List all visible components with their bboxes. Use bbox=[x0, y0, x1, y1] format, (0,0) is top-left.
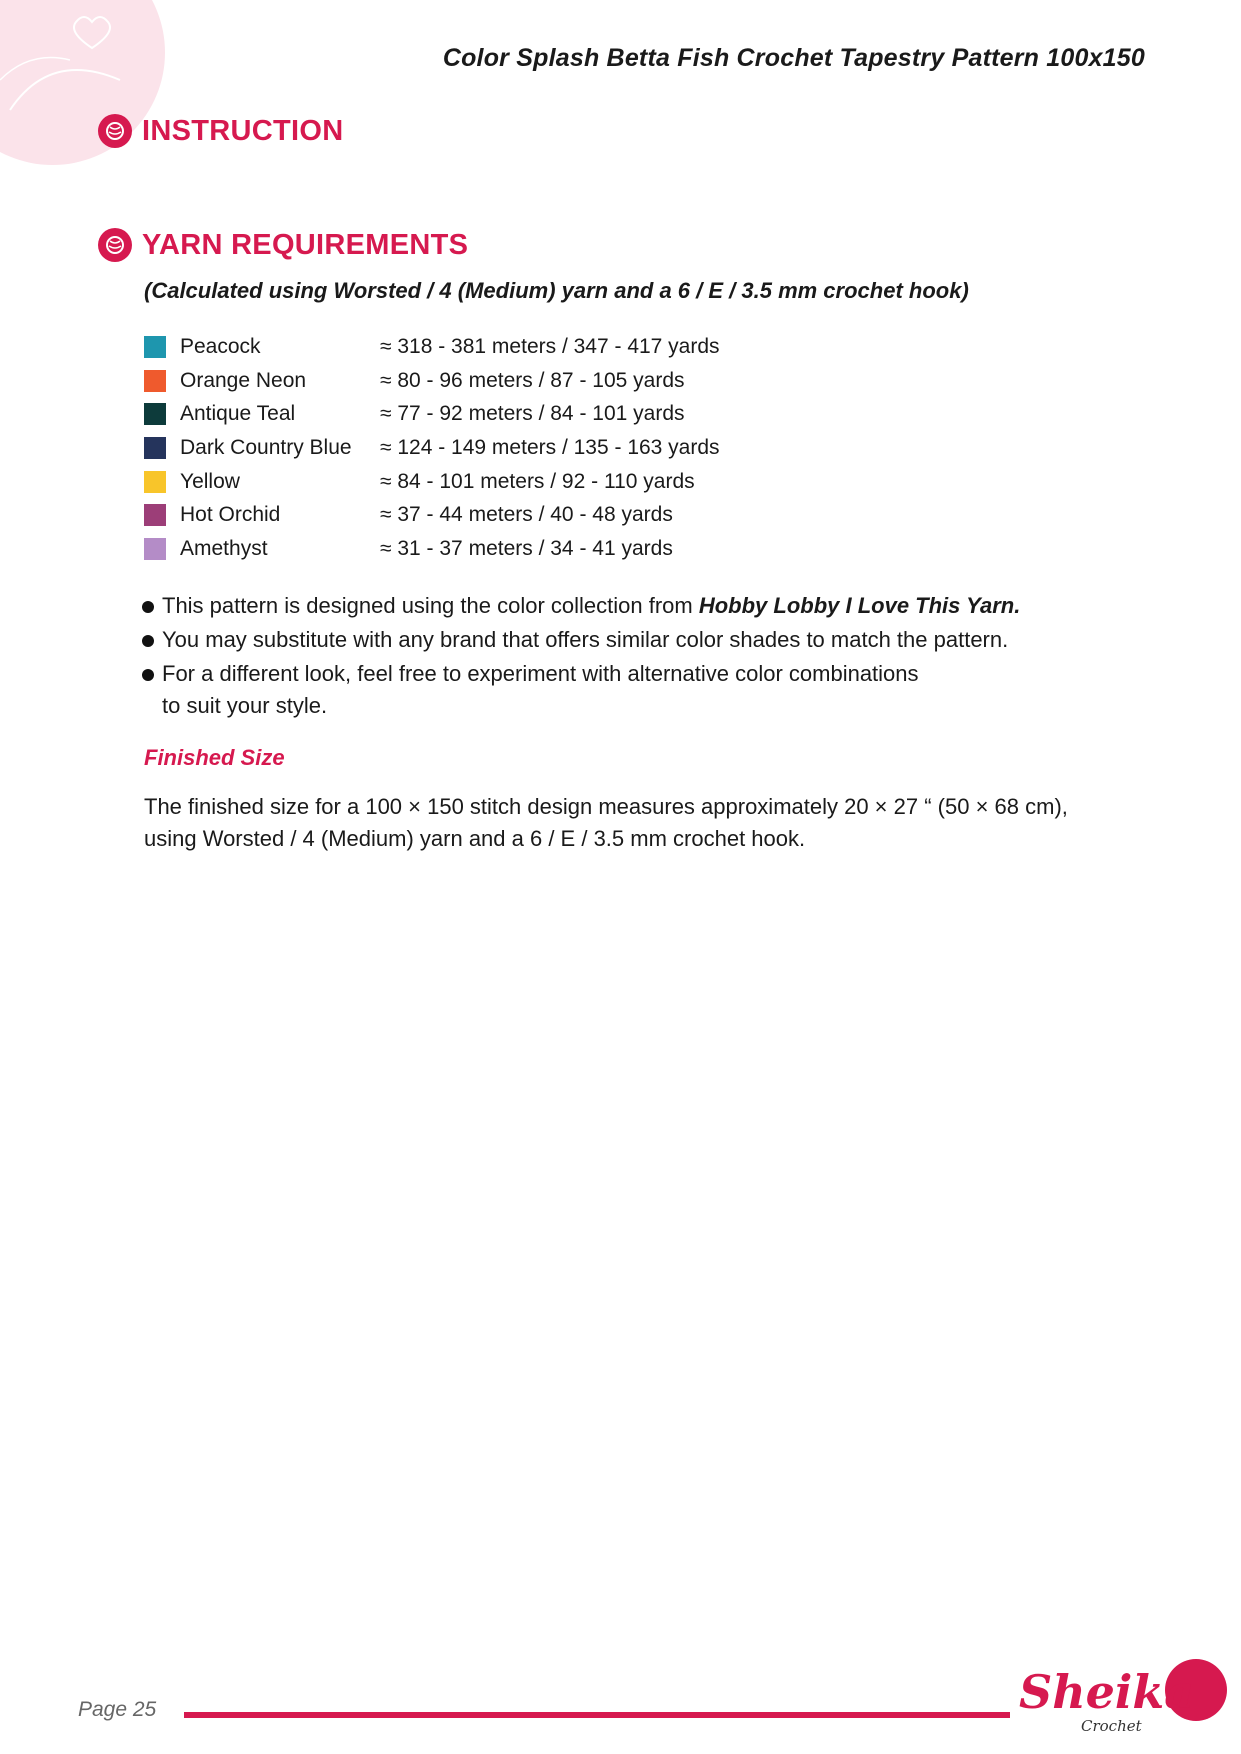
brand-logo bbox=[1015, 1655, 1225, 1745]
yarn-row bbox=[144, 532, 720, 566]
color-swatch bbox=[144, 403, 166, 425]
note-text: This pattern is designed using the color collection from bbox=[162, 593, 699, 618]
yarn-name: Orange Neon bbox=[180, 368, 307, 392]
yarn-name: Dark Country Blue bbox=[180, 435, 352, 459]
finished-size-line: using Worsted / 4 (Medium) yarn and a 6 / E / 3.5 mm crochet hook. bbox=[144, 826, 806, 851]
color-swatch bbox=[144, 504, 166, 526]
yarn-ball-icon bbox=[98, 228, 132, 262]
yarn-row bbox=[144, 465, 720, 499]
yarn-calculation-note: (Calculated using Worsted / 4 (Medium) yarn and a 6 / E / 3.5 mm crochet hook) bbox=[144, 278, 969, 303]
yarn-amount: ≈ 318 - 381 meters / 347 - 417 yards bbox=[380, 334, 720, 358]
finished-size-text bbox=[144, 791, 1154, 855]
yarn-row bbox=[144, 498, 720, 532]
color-swatch bbox=[144, 471, 166, 493]
document-title: Color Splash Betta Fish Crochet Tapestry Pattern 100x150 bbox=[442, 44, 1145, 72]
yarn-row bbox=[144, 431, 720, 465]
note-text: For a different look, feel free to experiment with alternative color combinations bbox=[162, 661, 919, 686]
yarn-amount: ≈ 31 - 37 meters / 34 - 41 yards bbox=[380, 536, 673, 560]
finished-size-title: Finished Size bbox=[144, 745, 285, 770]
brand-name: Hobby Lobby I Love This Yarn. bbox=[698, 593, 1021, 618]
yarn-row bbox=[144, 330, 720, 364]
yarn-row bbox=[144, 364, 720, 398]
yarn-amount: ≈ 80 - 96 meters / 87 - 105 yards bbox=[380, 368, 685, 392]
notes-list bbox=[140, 590, 1140, 724]
yarn-list bbox=[144, 330, 720, 566]
logo-script: Sheika bbox=[1019, 1665, 1195, 1719]
list-item bbox=[140, 624, 1140, 656]
color-swatch bbox=[144, 370, 166, 392]
yarn-amount: ≈ 84 - 101 meters / 92 - 110 yards bbox=[380, 469, 695, 493]
section-heading-instruction bbox=[98, 114, 343, 148]
yarn-amount: ≈ 124 - 149 meters / 135 - 163 yards bbox=[380, 435, 720, 459]
yarn-name: Amethyst bbox=[180, 536, 268, 560]
yarn-name: Hot Orchid bbox=[180, 503, 281, 527]
section-title: INSTRUCTION bbox=[142, 114, 344, 147]
yarn-name: Peacock bbox=[180, 334, 261, 358]
color-swatch bbox=[144, 437, 166, 459]
yarn-name: Antique Teal bbox=[180, 402, 296, 426]
section-heading-yarn-requirements bbox=[98, 228, 468, 262]
page-number: Page 25 bbox=[78, 1698, 157, 1721]
color-swatch bbox=[144, 336, 166, 358]
note-text: to suit your style. bbox=[162, 693, 328, 718]
color-swatch bbox=[144, 538, 166, 560]
list-item bbox=[140, 590, 1140, 622]
yarn-row bbox=[144, 397, 720, 431]
logo-subtitle: Crochet bbox=[1081, 1717, 1142, 1735]
section-title: YARN REQUIREMENTS bbox=[142, 228, 469, 261]
yarn-ball-icon bbox=[98, 114, 132, 148]
yarn-name: Yellow bbox=[180, 469, 240, 493]
yarn-amount: ≈ 77 - 92 meters / 84 - 101 yards bbox=[380, 402, 685, 426]
bullet-icon bbox=[142, 635, 154, 647]
finished-size-line: The finished size for a 100 × 150 stitch design measures approximately 20 × 27 “ (50 × 68 cm), bbox=[144, 794, 1068, 819]
note-text: You may substitute with any brand that offers similar color shades to match the pattern. bbox=[162, 627, 1009, 652]
bullet-icon bbox=[142, 601, 154, 613]
footer-divider bbox=[184, 1712, 1010, 1718]
yarn-amount: ≈ 37 - 44 meters / 40 - 48 yards bbox=[380, 503, 673, 527]
list-item bbox=[140, 658, 1140, 722]
bullet-icon bbox=[142, 669, 154, 681]
